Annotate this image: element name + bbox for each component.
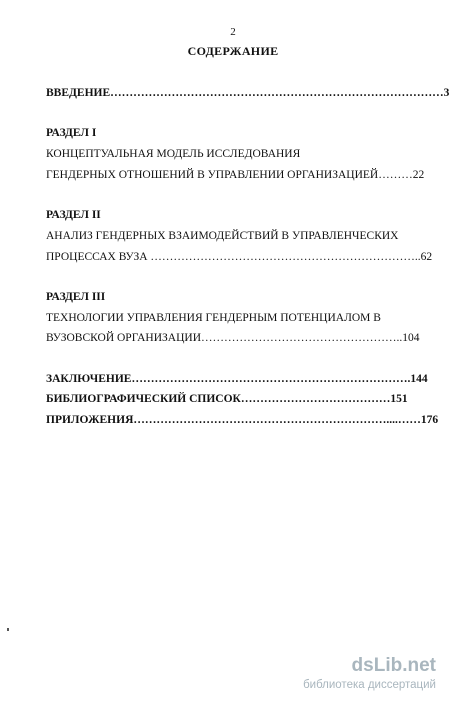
toc-section-2-heading: РАЗДЕЛ II: [46, 209, 101, 221]
toc-section-1-title-line-2: ГЕНДЕРНЫХ ОТНОШЕНИЙ В УПРАВЛЕНИИ ОРГАНИЗАЦИЕЙ………22: [46, 169, 425, 181]
toc-entry-conclusion: ЗАКЛЮЧЕНИЕ……………………………………………………………….144: [46, 373, 428, 385]
toc-entry-bibliography: БИБЛИОГРАФИЧЕСКИЙ СПИСОК…………………………………151: [46, 393, 408, 405]
toc-section-3-title-line-1: ТЕХНОЛОГИИ УПРАВЛЕНИЯ ГЕНДЕРНЫМ ПОТЕНЦИАЛОМ В: [46, 312, 381, 324]
watermark: [303, 655, 436, 692]
page-number: 2: [230, 26, 236, 38]
toc-section-1-title-line-1: КОНЦЕПТУАЛЬНАЯ МОДЕЛЬ ИССЛЕДОВАНИЯ: [46, 148, 301, 160]
toc-entry-appendices: ПРИЛОЖЕНИЯ…………………………………………………………....……176: [46, 414, 439, 426]
toc-section-3-heading: РАЗДЕЛ III: [46, 291, 106, 303]
toc-section-2-title-line-2: ПРОЦЕССАХ ВУЗА ……………………………………………………………..62: [46, 251, 433, 263]
toc-entry-intro: ВВЕДЕНИЕ……………………………………………………………………………3: [46, 87, 450, 99]
toc-section-1-heading: РАЗДЕЛ I: [46, 127, 97, 139]
toc-section-3-title-line-2: ВУЗОВСКОЙ ОРГАНИЗАЦИИ……………………………………………..104: [46, 332, 420, 344]
watermark-logo: dsLib.net: [351, 655, 436, 676]
watermark-subtitle: библиотека диссертаций: [303, 679, 436, 691]
scan-speck: [7, 628, 9, 631]
toc-title: СОДЕРЖАНИЕ: [187, 44, 279, 58]
toc-section-2-title-line-1: АНАЛИЗ ГЕНДЕРНЫХ ВЗАИМОДЕЙСТВИЙ В УПРАВЛЕНЧЕСКИХ: [46, 230, 399, 242]
